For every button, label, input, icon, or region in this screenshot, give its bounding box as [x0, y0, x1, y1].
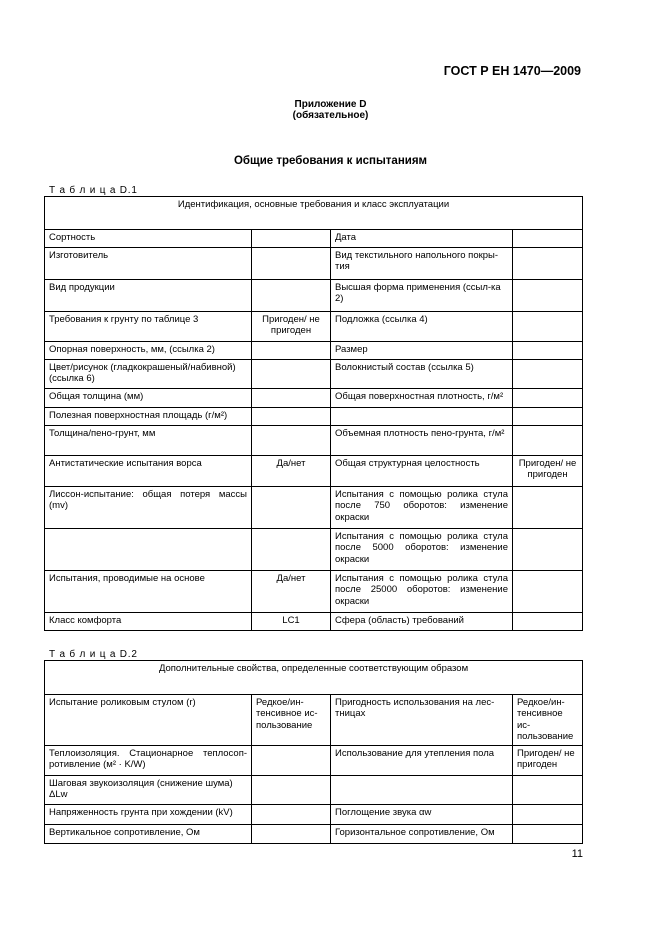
table-cell: Вид текстильного напольного покры-тия — [331, 248, 513, 280]
table-cell — [252, 426, 331, 456]
table-d2 — [44, 660, 583, 844]
table-cell — [252, 746, 331, 776]
table-row — [45, 571, 583, 613]
table-cell: Пригоден/ не пригоден — [252, 312, 331, 342]
table-row — [45, 389, 583, 408]
table-cell — [252, 487, 331, 529]
table-row — [45, 613, 583, 631]
table-cell — [252, 776, 331, 805]
table-cell: Испытания с помощью ролика стула после 5000 оборотов: изменение окраски — [331, 529, 513, 571]
table-cell: Редкое/ин-тенсивное ис-пользование — [513, 695, 583, 746]
page-number: 11 — [571, 848, 583, 860]
table-cell: Использование для утепления пола — [331, 746, 513, 776]
table-cell: Антистатические испытания ворса — [45, 456, 252, 487]
table-cell — [513, 487, 583, 529]
appendix-subtitle: (обязательное) — [292, 110, 369, 121]
table-cell: LC1 — [252, 613, 331, 631]
table-cell: Подложка (ссылка 4) — [331, 312, 513, 342]
table-d1-header: Идентификация, основные требования и класс эксплуатации — [45, 197, 583, 230]
table-cell: Требования к грунту по таблице 3 — [45, 312, 252, 342]
table-cell — [252, 230, 331, 248]
table-d2-header: Дополнительные свойства, определенные соответствующим образом — [45, 661, 583, 695]
table-cell — [252, 529, 331, 571]
table-row — [45, 746, 583, 776]
table-row — [45, 342, 583, 360]
table-row — [45, 360, 583, 389]
table-cell: Толщина/пено-грунт, мм — [45, 426, 252, 456]
table-cell: Сфера (область) требований — [331, 613, 513, 631]
table-cell: Горизонтальное сопротивление, Ом — [331, 825, 513, 844]
table-cell — [513, 408, 583, 426]
table-cell: Да/нет — [252, 456, 331, 487]
section-title: Общие требования к испытаниям — [233, 155, 428, 167]
table-row — [45, 825, 583, 844]
table-row — [45, 426, 583, 456]
table-cell: Дата — [331, 230, 513, 248]
appendix-title: Приложение D — [294, 99, 367, 110]
table-cell — [331, 408, 513, 426]
table-cell: Испытания, проводимые на основе — [45, 571, 252, 613]
table-cell: Пригоден/ не пригоден — [513, 456, 583, 487]
table-cell — [252, 805, 331, 825]
table-cell — [252, 825, 331, 844]
table-cell: Размер — [331, 342, 513, 360]
table-cell: Редкое/ин-тенсивное ис-пользование — [252, 695, 331, 746]
table-cell: Лиссон-испытание: общая потеря массы (mv) — [45, 487, 252, 529]
table-d2-caption: Т а б л и ц а D.2 — [49, 649, 138, 660]
table-cell: Опорная поверхность, мм, (ссылка 2) — [45, 342, 252, 360]
table-cell: Общая поверхностная плотность, г/м² — [331, 389, 513, 408]
table-cell — [252, 248, 331, 280]
table-cell: Испытания с помощью ролика стула после 750 оборотов: изменение окраски — [331, 487, 513, 529]
document-code: ГОСТ Р ЕН 1470—2009 — [443, 64, 581, 78]
table-d1 — [44, 196, 583, 631]
table-cell: Изготовитель — [45, 248, 252, 280]
table-row — [45, 695, 583, 746]
table-cell: Пригоден/ не пригоден — [513, 746, 583, 776]
table-cell — [513, 426, 583, 456]
table-cell: Объемная плотность пено-грунта, г/м² — [331, 426, 513, 456]
table-cell: Пригодность использования на лес-тницах — [331, 695, 513, 746]
table-cell — [513, 571, 583, 613]
table-row — [45, 280, 583, 312]
table-cell: Теплоизоляция. Стационарное теплосоп-ротивление (м² · K/W) — [45, 746, 252, 776]
table-cell — [252, 389, 331, 408]
table-cell — [45, 529, 252, 571]
table-cell — [252, 280, 331, 312]
table-cell: Напряженность грунта при хождении (kV) — [45, 805, 252, 825]
table-d1-caption: Т а б л и ц а D.1 — [49, 185, 138, 196]
table-cell — [513, 312, 583, 342]
table-cell — [513, 230, 583, 248]
table-cell — [513, 805, 583, 825]
table-cell — [252, 342, 331, 360]
table-row — [45, 312, 583, 342]
table-row — [45, 529, 583, 571]
table-cell: Поглощение звука αw — [331, 805, 513, 825]
table-cell — [513, 280, 583, 312]
table-cell — [513, 776, 583, 805]
table-cell — [513, 360, 583, 389]
table-cell: Полезная поверхностная площадь (г/м²) — [45, 408, 252, 426]
table-cell — [513, 825, 583, 844]
table-cell: Общая структурная целостность — [331, 456, 513, 487]
table-row — [45, 248, 583, 280]
table-cell: Испытания с помощью ролика стула после 25000 оборотов: изменение окраски — [331, 571, 513, 613]
table-cell: Вид продукции — [45, 280, 252, 312]
table-row — [45, 487, 583, 529]
table-row — [45, 776, 583, 805]
table-row — [45, 230, 583, 248]
table-cell: Цвет/рисунок (гладкокрашеный/набивной) (ссылка 6) — [45, 360, 252, 389]
table-cell — [513, 342, 583, 360]
table-cell: Да/нет — [252, 571, 331, 613]
table-row — [45, 408, 583, 426]
table-cell: Высшая форма применения (ссыл-ка 2) — [331, 280, 513, 312]
table-cell — [513, 389, 583, 408]
table-cell: Сортность — [45, 230, 252, 248]
table-cell — [513, 613, 583, 631]
table-row — [45, 456, 583, 487]
table-cell — [331, 776, 513, 805]
table-cell: Волокнистый состав (ссылка 5) — [331, 360, 513, 389]
table-cell — [513, 248, 583, 280]
table-cell — [252, 408, 331, 426]
table-cell — [252, 360, 331, 389]
table-cell: Класс комфорта — [45, 613, 252, 631]
table-row — [45, 805, 583, 825]
table-cell: Общая толщина (мм) — [45, 389, 252, 408]
table-cell: Испытание роликовым стулом (r) — [45, 695, 252, 746]
table-cell: Вертикальное сопротивление, Ом — [45, 825, 252, 844]
table-cell — [513, 529, 583, 571]
table-cell: Шаговая звукоизоляция (снижение шума) ΔLw — [45, 776, 252, 805]
